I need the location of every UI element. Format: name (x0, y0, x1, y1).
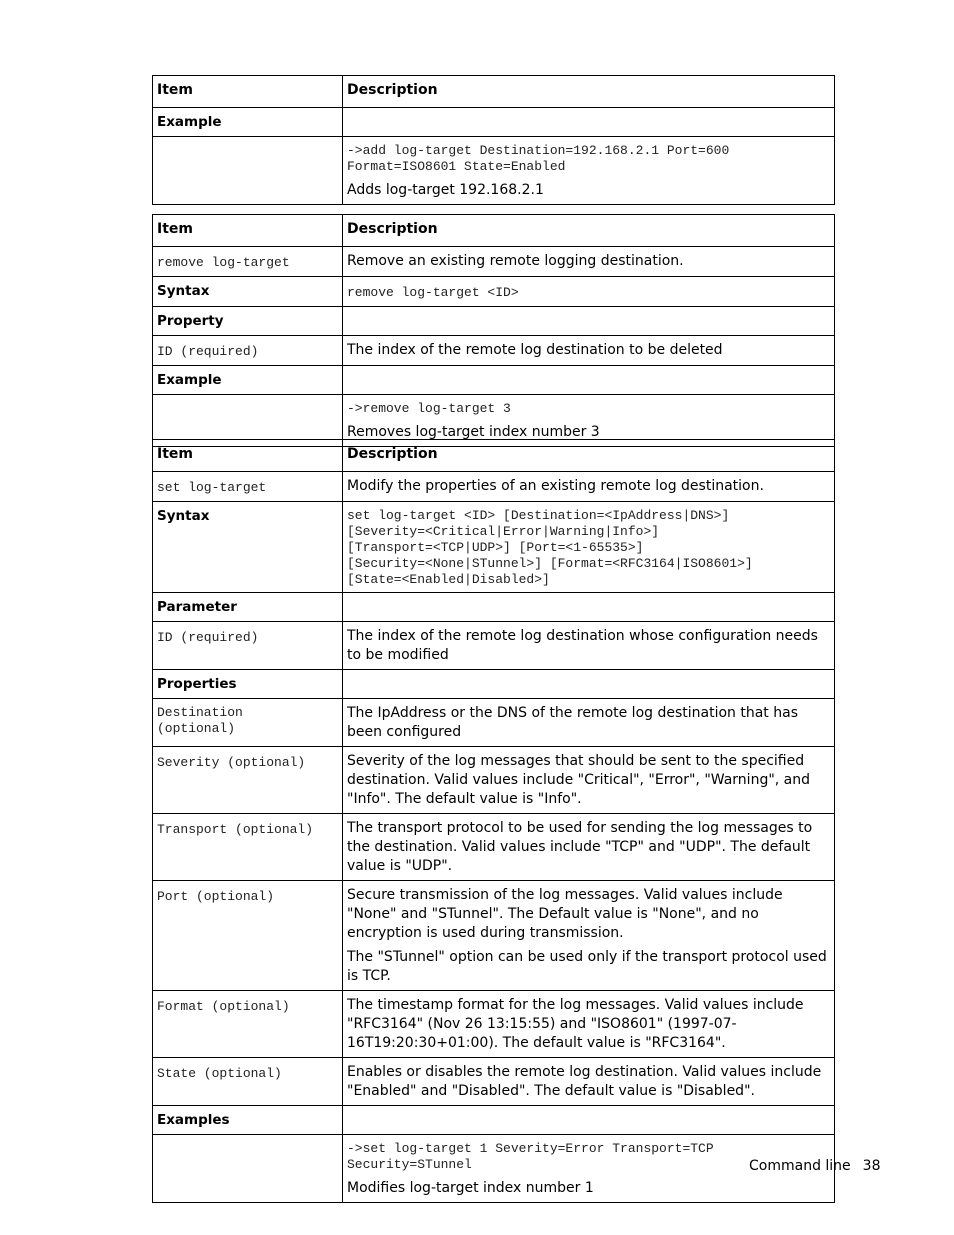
example-label: Example (153, 108, 343, 137)
table-row (153, 472, 835, 502)
syntax-cell (343, 277, 835, 307)
empty-cell (343, 108, 835, 137)
header-item: Item (153, 440, 343, 472)
property-description: The timestamp format for the log messages. Valid values include "RFC3164" (Nov 26 13:15:55) and "ISO8601" (1997-07-16T19:20:30+01:00). The default value is "RFC3164". (343, 991, 835, 1058)
table-row (153, 622, 835, 670)
table-row (153, 247, 835, 277)
example-description: Removes log-target index number 3 (347, 424, 600, 440)
table-header-row (153, 440, 835, 472)
example-description: Adds log-target 192.168.2.1 (347, 182, 544, 198)
example-cell (343, 137, 835, 205)
table-row (153, 108, 835, 137)
empty-cell (343, 366, 835, 395)
property-description: The index of the remote log destination to be deleted (343, 336, 835, 366)
example-code: ->set log-target 1 Severity=Error Transport=TCP Security=STunnel (347, 1141, 714, 1172)
property-name: Severity (optional) (157, 755, 306, 770)
property-description: Severity of the log messages that should be sent to the specified destination. Valid values include "Critical", "Error", "Warning", and "Info". The default value is "Info". (343, 747, 835, 814)
table-row (153, 814, 835, 881)
table-row (153, 670, 835, 699)
set-log-target-table (152, 439, 835, 1203)
parameter-name: ID (required) (157, 630, 259, 645)
table-row (153, 502, 835, 593)
command-name: remove log-target (157, 255, 290, 270)
property-name: Port (optional) (157, 889, 275, 904)
command-cell (153, 247, 343, 277)
table-row (153, 747, 835, 814)
property-description: The IpAddress or the DNS of the remote log destination that has been configured (343, 699, 835, 747)
table-row (153, 1106, 835, 1135)
empty-cell (343, 593, 835, 622)
table-row (153, 593, 835, 622)
property-description: Secure transmission of the log messages. Valid values include "None" and "STunnel". The Default value is "None", and no encryption is used during transmission. (347, 887, 783, 941)
footer-section-title: Command line (749, 1158, 851, 1174)
property-name-cell (153, 336, 343, 366)
empty-cell (153, 1135, 343, 1203)
syntax-label: Syntax (153, 277, 343, 307)
command-description: Remove an existing remote logging destination. (343, 247, 835, 277)
examples-label: Examples (153, 1106, 343, 1135)
property-name-cell (153, 814, 343, 881)
table-row (153, 991, 835, 1058)
page-number: 38 (862, 1158, 881, 1174)
syntax-code: set log-target <ID> [Destination=<IpAddress|DNS>] [Severity=<Critical|Error|Warning|Info>] [Transport=<TCP|UDP>] [Port=<1-65535>] [Security=<None|STunnel>] [Format=<RFC3164|ISO8601>] [State=<Enabled|Disabled>] (347, 508, 753, 587)
table-row (153, 1135, 835, 1203)
empty-cell (153, 137, 343, 205)
table-row (153, 366, 835, 395)
table-row (153, 277, 835, 307)
property-name: Transport (optional) (157, 822, 314, 837)
command-cell (153, 472, 343, 502)
property-description-cell (343, 881, 835, 991)
property-name-cell (153, 747, 343, 814)
property-note: The "STunnel" option can be used only if the transport protocol used is TCP. (347, 949, 827, 984)
table-row (153, 336, 835, 366)
empty-cell (343, 307, 835, 336)
property-name-cell (153, 881, 343, 991)
syntax-label: Syntax (153, 502, 343, 593)
header-item: Item (153, 76, 343, 108)
table-row (153, 699, 835, 747)
property-name: State (optional) (157, 1066, 282, 1081)
syntax-code: remove log-target <ID> (347, 285, 519, 300)
example-description: Modifies log-target index number 1 (347, 1180, 594, 1196)
header-description: Description (343, 76, 835, 108)
example-label: Example (153, 366, 343, 395)
header-description: Description (343, 440, 835, 472)
table-row (153, 1058, 835, 1106)
example-code: ->add log-target Destination=192.168.2.1 Port=600 Format=ISO8601 State=Enabled (347, 143, 730, 174)
property-name: Destination (optional) (157, 705, 243, 736)
page-footer (749, 1158, 881, 1174)
add-log-target-table (152, 75, 835, 205)
property-label: Property (153, 307, 343, 336)
parameter-name-cell (153, 622, 343, 670)
table-row (153, 881, 835, 991)
property-name: Format (optional) (157, 999, 290, 1014)
parameter-label: Parameter (153, 593, 343, 622)
property-description: The transport protocol to be used for sending the log messages to the destination. Valid values include "TCP" and "UDP". The default value is "UDP". (343, 814, 835, 881)
remove-log-target-table (152, 214, 835, 447)
command-description: Modify the properties of an existing remote log destination. (343, 472, 835, 502)
property-description: Enables or disables the remote log destination. Valid values include "Enabled" and "Disabled". The default value is "Disabled". (343, 1058, 835, 1106)
property-name-cell (153, 991, 343, 1058)
parameter-description: The index of the remote log destination whose configuration needs to be modified (343, 622, 835, 670)
table-header-row (153, 215, 835, 247)
table-header-row (153, 76, 835, 108)
property-name-cell (153, 1058, 343, 1106)
example-code: ->remove log-target 3 (347, 401, 511, 416)
command-name: set log-target (157, 480, 267, 495)
empty-cell (343, 670, 835, 699)
table-row (153, 137, 835, 205)
properties-label: Properties (153, 670, 343, 699)
header-description: Description (343, 215, 835, 247)
empty-cell (343, 1106, 835, 1135)
table-row (153, 307, 835, 336)
property-name: ID (required) (157, 344, 259, 359)
header-item: Item (153, 215, 343, 247)
syntax-cell (343, 502, 835, 593)
property-name-cell (153, 699, 343, 747)
